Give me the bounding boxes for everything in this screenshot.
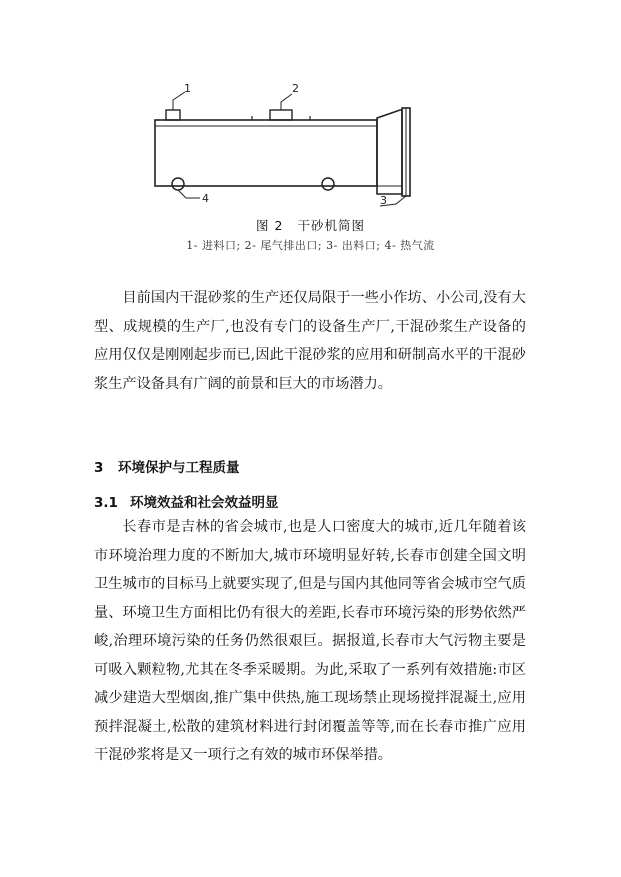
label-4: 4 [202, 192, 209, 205]
section-heading [94, 456, 240, 476]
subsection-title: 环境效益和社会效益明显 [130, 495, 279, 511]
drum-body [155, 120, 377, 186]
paragraph-intro [94, 284, 526, 398]
discharge-hood [377, 110, 402, 194]
figure-number: 图 2 [256, 218, 284, 233]
figure-caption [0, 216, 621, 234]
exhaust-nozzle [270, 110, 292, 120]
roller-left [172, 178, 184, 190]
label-1: 1 [184, 82, 191, 95]
dryer-diagram-svg [140, 78, 460, 218]
subsection-number: 3.1 [94, 495, 118, 511]
section-title: 环境保护与工程质量 [118, 460, 240, 476]
dryer-diagram [140, 78, 460, 218]
roller-right [322, 178, 334, 190]
figure-title: 干砂机简图 [297, 218, 365, 233]
label-2: 2 [292, 82, 299, 95]
section-number: 3 [94, 460, 104, 476]
figure-legend: 1- 进料口; 2- 尾气排出口; 3- 出料口; 4- 热气流 [186, 239, 435, 252]
paragraph-changchun [94, 513, 526, 770]
paragraph-changchun-text: 长春市是吉林的省会城市,也是人口密度大的城市,近几年随着该市环境治理力度的不断加大,城市环境明显好转,长春市创建全国文明卫生城市的目标马上就要实现了,但是与国内其他同等省会城市空气质量、环境卫生方面相比仍有很大的差距,长春市环境污染的形势依然严峻,治理环境污染的任务仍然很艰巨。据报道,长春市大气污物主要是可吸入颗粒物,尤其在冬季采暖期。为此,采取了一系列有效措施:市区减少建造大型烟囱,推广集中供热,施工现场禁止现场搅拌混凝土,应用预拌混凝土,松散的建筑材料进行封闭覆盖等等,而在长春市推广应用干混砂浆将是又一项行之有效的城市环保举措。 [94, 519, 526, 763]
paragraph-intro-text: 目前国内干混砂浆的生产还仅局限于一些小作坊、小公司,没有大型、成规模的生产厂,也没有专门的设备生产厂,干混砂浆生产设备的应用仅仅是刚刚起步而已,因此干混砂浆的应用和研制高水平的干混砂浆生产设备具有广阔的前景和巨大的市场潜力。 [94, 290, 526, 392]
label-3: 3 [380, 194, 387, 207]
inlet-nozzle [166, 110, 180, 120]
subsection-heading [94, 491, 279, 511]
